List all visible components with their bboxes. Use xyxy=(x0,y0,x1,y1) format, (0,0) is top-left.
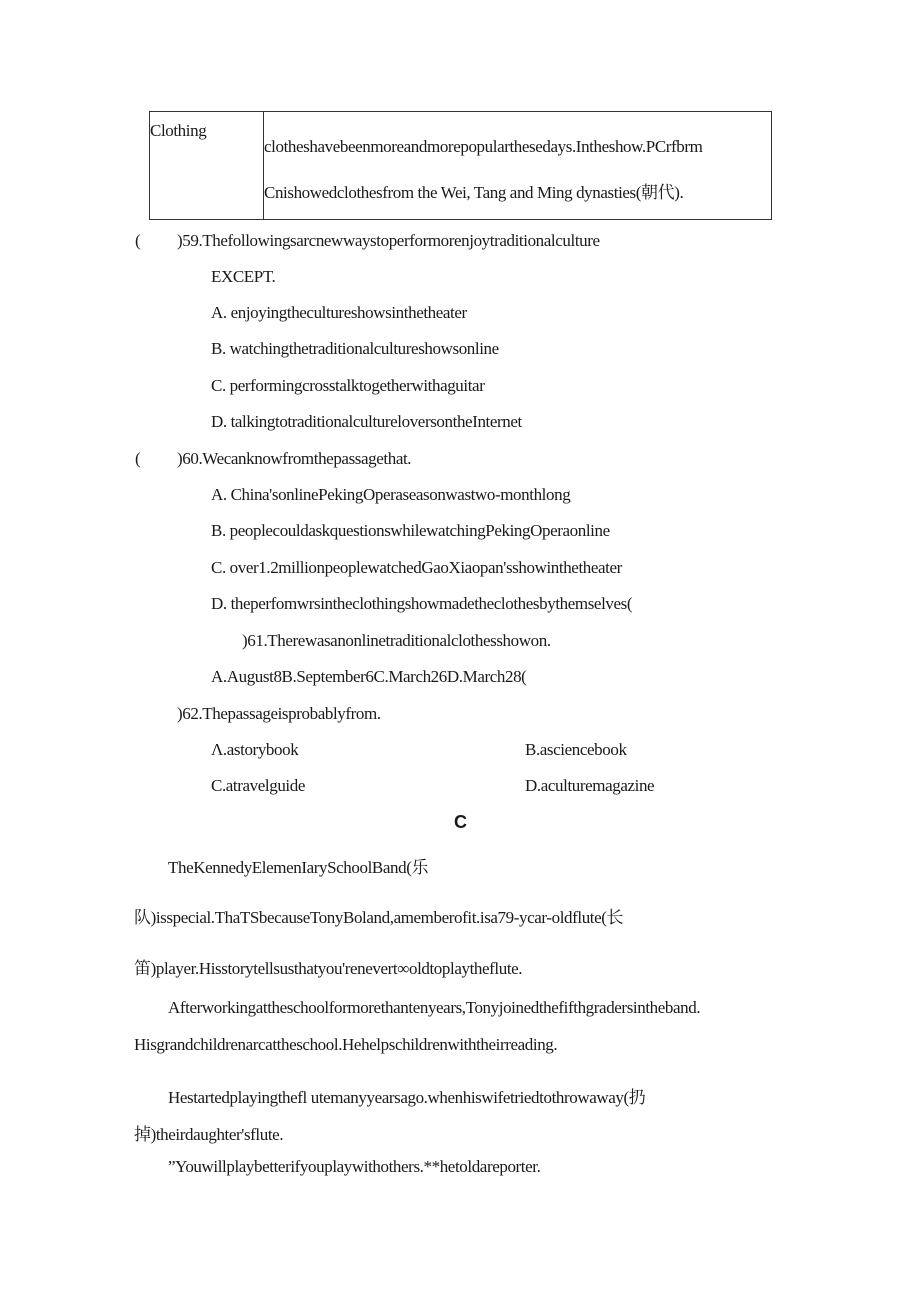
q59-bracket: ( xyxy=(135,231,141,250)
q60-option-c: C. over1.2millionpeoplewatchedGaoXiaopan'sshowinthetheater xyxy=(211,558,622,577)
q61-options: A.August8B.September6C.March26D.March28( xyxy=(211,667,527,686)
clothing-table xyxy=(149,111,772,220)
section-c-p1-line1: TheKennedyElemenIarySchoolBand(乐 xyxy=(168,858,429,877)
q59-option-a: A. enjoyingthecultureshowsinthetheater xyxy=(211,303,467,322)
q62-stem: )62.Thepassageisprobablyfrom. xyxy=(177,704,381,723)
q60-option-a: A. China'sonlinePekingOperaseasonwastwo-monthlong xyxy=(211,485,571,504)
q59-stem-cont: EXCEPT. xyxy=(211,267,276,286)
section-c-p2-line2: Hisgrandchildrenarcattheschool.Hehelpschildrenwiththeirreading. xyxy=(134,1035,558,1054)
section-c-p1-line2: 队)isspecial.ThaTSbecauseTonyBoland,amemberofit.isa79-ycar-oldflute(长 xyxy=(134,908,624,927)
q62-option-a: Λ.astorybook xyxy=(211,740,299,759)
q60-stem: )60.Wecanknowfromthepassagethat. xyxy=(177,449,412,468)
q60-option-d: D. theperfomwrsintheclothingshowmadetheclothesbythemselves( xyxy=(211,594,633,613)
section-c-p1-line3: 笛)player.Hisstorytellsusthatyou'renevert∞oldtoplaytheflute. xyxy=(134,959,523,978)
table-text-line1: clotheshavebeenmoreandmorepopularthesedays.Intheshow.PCrfbrm xyxy=(264,137,703,156)
section-c-p3-line1: Hestartedplayingthefl utemanyyearsago.whenhiswifetriedtothrowaway(扔 xyxy=(168,1088,646,1107)
section-c-p3-line2: 掉)theirdaughter'sflute. xyxy=(134,1125,284,1144)
q59-option-b: B. watchingthetraditionalcultureshowsonline xyxy=(211,339,499,358)
section-c-p4-line1: ”Youwillplaybetterifyouplaywithothers.**hetoldareporter. xyxy=(168,1157,541,1176)
table-text-line2: Cnishowedclothesfrom the Wei, Tang and Ming dynasties(朝代). xyxy=(264,183,684,202)
q60-option-b: B. peoplecouldaskquestionswhilewatchingPekingOperaonline xyxy=(211,521,610,540)
section-c-heading: C xyxy=(454,812,467,832)
q61-stem: )61.Therewasanonlinetraditionalclothesshowon. xyxy=(242,631,551,650)
q62-option-c: C.atravelguide xyxy=(211,776,306,795)
q62-option-d: D.aculturemagazine xyxy=(525,776,655,795)
q62-option-b: B.asciencebook xyxy=(525,740,627,759)
q59-option-d: D. talkingtotraditionalcultureloversontheInternet xyxy=(211,412,522,431)
q60-bracket: ( xyxy=(135,449,141,468)
q59-option-c: C. performingcrosstalktogetherwithaguitar xyxy=(211,376,485,395)
q59-stem: )59.Thefollowingsarcnewwaystoperformorenjoytraditionalculture xyxy=(177,231,600,250)
table-label: Clothing xyxy=(150,121,207,140)
section-c-p2-line1: Afterworkingattheschoolformorethantenyears,Tonyjoinedthefifthgradersintheband. xyxy=(168,998,701,1017)
